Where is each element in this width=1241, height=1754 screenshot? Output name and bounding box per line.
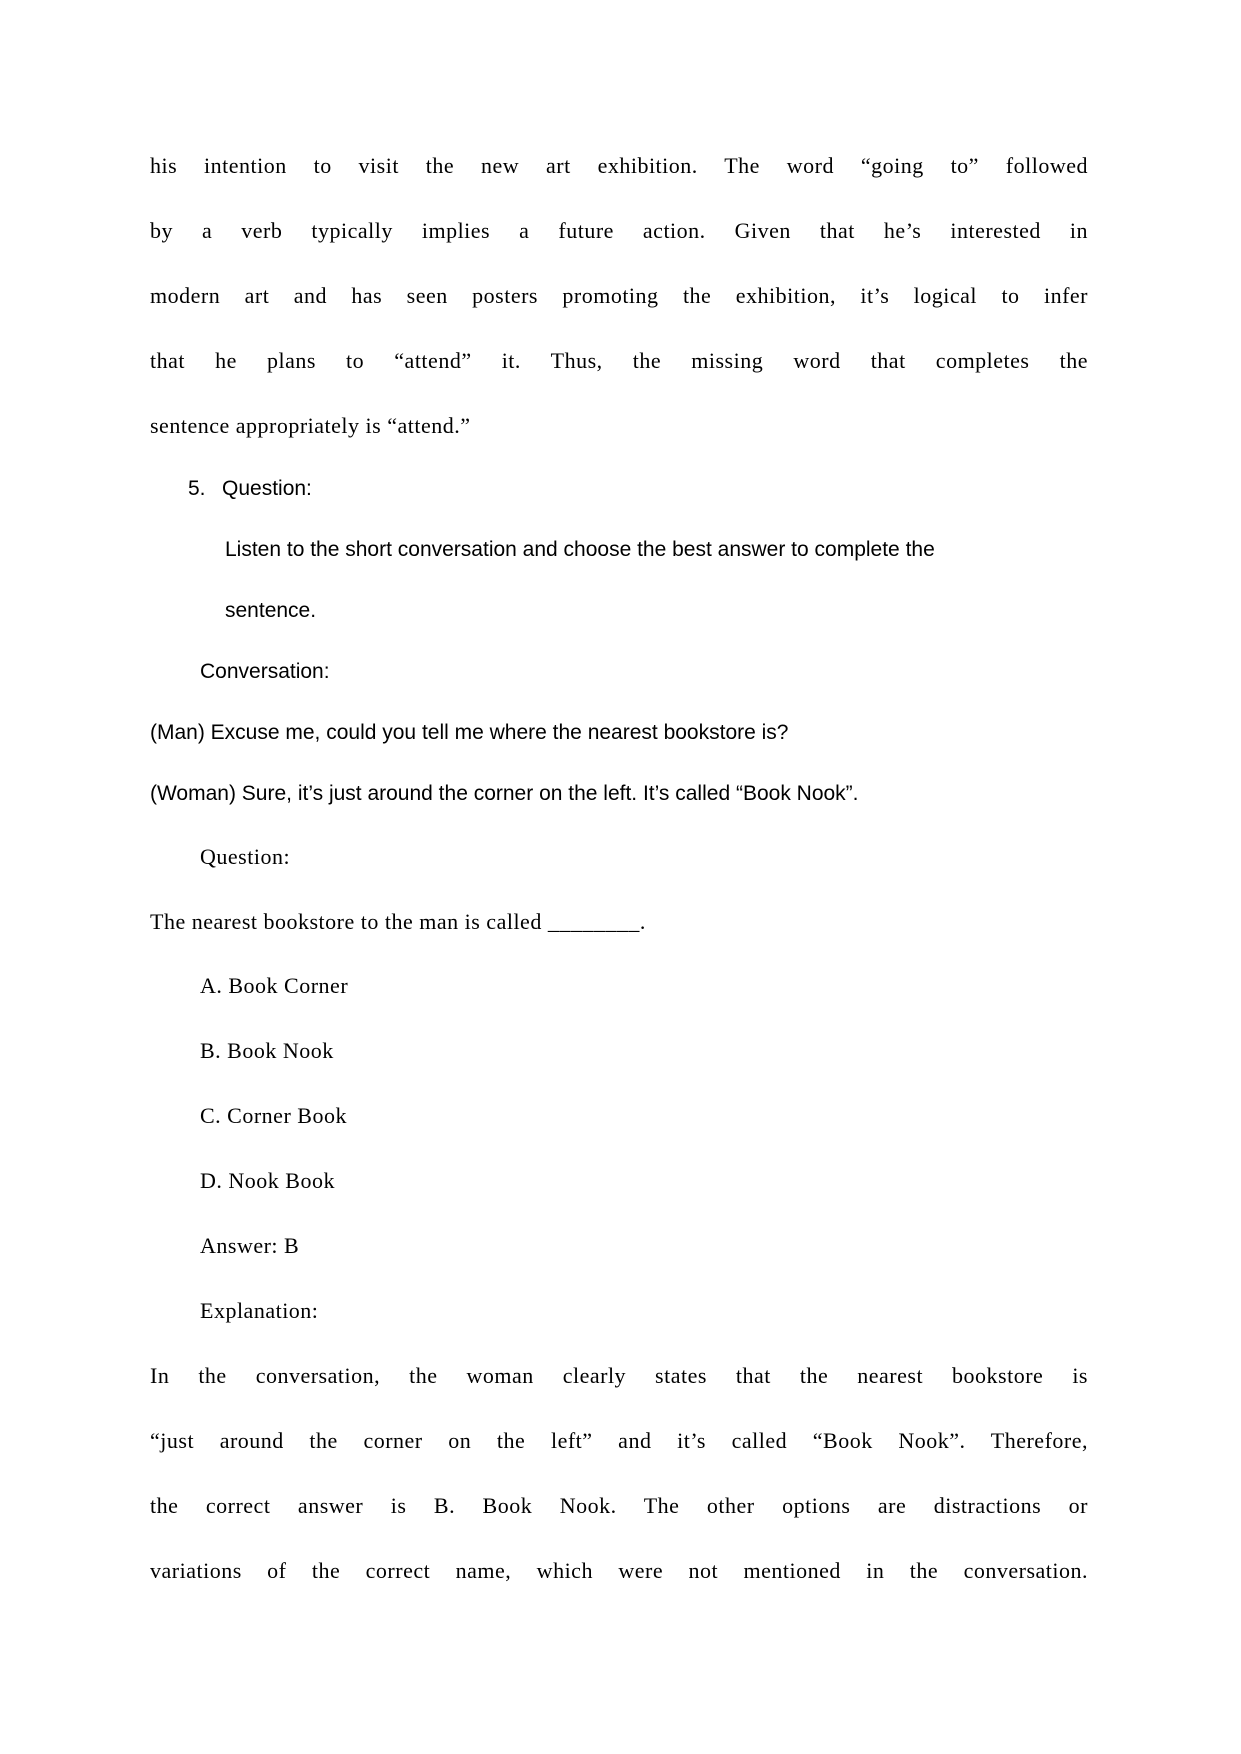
paragraph-line: that he plans to “attend” it. Thus, the missing word that completes the [150, 348, 1088, 373]
explanation-line: “just around the corner on the left” and it’s called “Book Nook”. Therefore, [150, 1428, 1088, 1453]
explanation-line: In the conversation, the woman clearly states that the nearest bookstore is [150, 1363, 1088, 1388]
answer: Answer: B [200, 1233, 300, 1258]
conversation-man-line: (Man) Excuse me, could you tell me where the nearest bookstore is? [150, 721, 789, 744]
question-label: Question: [200, 844, 291, 869]
explanation-line: the correct answer is B. Book Nook. The other options are distractions or [150, 1493, 1088, 1518]
explanation-label: Explanation: [200, 1298, 319, 1323]
paragraph-line: his intention to visit the new art exhibition. The word “going to” followed [150, 153, 1088, 178]
option-a: A. Book Corner [200, 973, 349, 998]
explanation-line: variations of the correct name, which were not mentioned in the conversation. [150, 1558, 1088, 1583]
question-text: The nearest bookstore to the man is called ________. [150, 909, 646, 934]
paragraph-line: sentence appropriately is “attend.” [150, 413, 471, 438]
paragraph-line: by a verb typically implies a future action. Given that he’s interested in [150, 218, 1088, 243]
question-heading [188, 475, 312, 503]
question-number: 5. [188, 477, 206, 500]
conversation-label: Conversation: [200, 660, 330, 683]
paragraph-line: modern art and has seen posters promoting the exhibition, it’s logical to infer [150, 283, 1088, 308]
conversation-woman-line: (Woman) Sure, it’s just around the corner on the left. It’s called “Book Nook”. [150, 782, 859, 805]
instruction-line: sentence. [225, 599, 317, 622]
option-b: B. Book Nook [200, 1038, 334, 1063]
option-c: C. Corner Book [200, 1103, 347, 1128]
question-heading-label: Question: [222, 477, 312, 500]
instruction-line: Listen to the short conversation and choose the best answer to complete the [225, 538, 935, 561]
option-d: D. Nook Book [200, 1168, 335, 1193]
